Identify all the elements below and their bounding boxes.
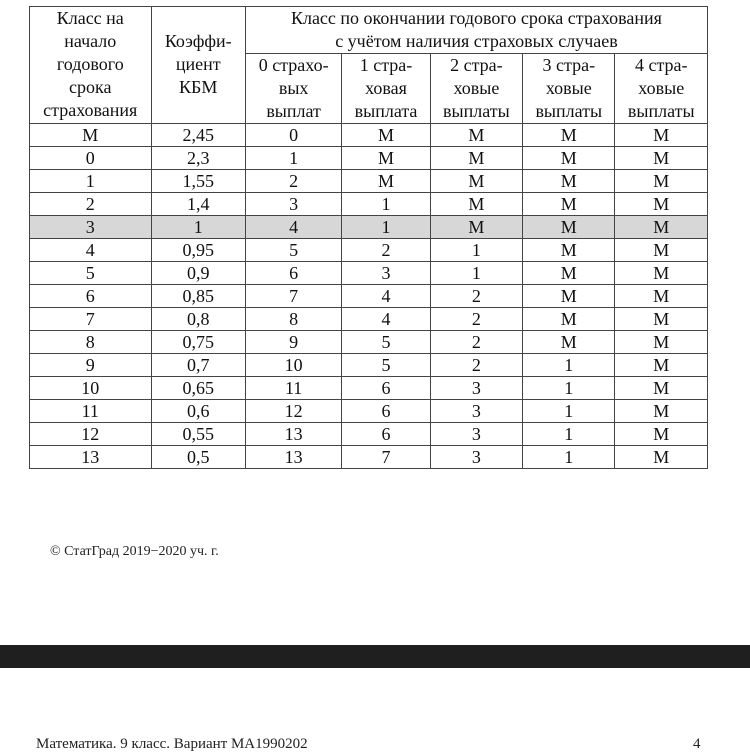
- footer-page-number: 4: [693, 736, 701, 752]
- end-class-cell: М: [523, 124, 615, 147]
- end-class-cell: М: [615, 354, 708, 377]
- end-class-cell: 7: [245, 285, 341, 308]
- table-row: [30, 331, 708, 354]
- copyright-notice: © СтатГрад 2019−2020 уч. г.: [50, 544, 219, 559]
- end-class-cell: 7: [342, 446, 430, 469]
- kbm-cell: 1,4: [151, 193, 245, 216]
- start-class-cell: 13: [30, 446, 152, 469]
- kbm-cell: 0,7: [151, 354, 245, 377]
- end-class-cell: М: [430, 193, 522, 216]
- start-class-cell: 12: [30, 423, 152, 446]
- kbm-cell: 0,6: [151, 400, 245, 423]
- end-class-cell: 3: [430, 446, 522, 469]
- header-line: страхования: [43, 100, 138, 120]
- end-class-cell: 2: [430, 285, 522, 308]
- end-class-cell: 0: [245, 124, 341, 147]
- end-class-cell: 5: [342, 331, 430, 354]
- header-line: Класс на: [56, 8, 124, 28]
- kbm-cell: 2,45: [151, 124, 245, 147]
- header-3-payouts: [523, 54, 615, 124]
- end-class-cell: 5: [342, 354, 430, 377]
- table-row: [30, 423, 708, 446]
- header-line: 4 стра-: [634, 55, 688, 75]
- end-class-cell: М: [615, 193, 708, 216]
- header-line: КБМ: [179, 77, 218, 97]
- end-class-cell: М: [523, 262, 615, 285]
- kbm-table-body: [30, 124, 708, 469]
- table-row: [30, 308, 708, 331]
- end-class-cell: М: [615, 285, 708, 308]
- start-class-cell: 6: [30, 285, 152, 308]
- header-line: выплаты: [627, 101, 695, 121]
- start-class-cell: 10: [30, 377, 152, 400]
- end-class-cell: 3: [430, 423, 522, 446]
- end-class-cell: М: [615, 331, 708, 354]
- end-class-cell: М: [523, 216, 615, 239]
- table-row: [30, 216, 708, 239]
- kbm-cell: 0,95: [151, 239, 245, 262]
- header-line: выплаты: [443, 101, 510, 121]
- end-class-cell: 2: [430, 354, 522, 377]
- end-class-cell: М: [615, 147, 708, 170]
- start-class-cell: 1: [30, 170, 152, 193]
- table-row: [30, 262, 708, 285]
- start-class-cell: 8: [30, 331, 152, 354]
- header-line: выплата: [354, 101, 418, 121]
- end-class-cell: М: [342, 170, 430, 193]
- kbm-cell: 0,9: [151, 262, 245, 285]
- header-start-class: [30, 7, 152, 124]
- end-class-cell: М: [615, 239, 708, 262]
- end-class-cell: 4: [342, 308, 430, 331]
- end-class-cell: М: [615, 377, 708, 400]
- end-class-cell: 1: [523, 423, 615, 446]
- header-line: с учётом наличия страховых случаев: [335, 31, 618, 51]
- end-class-cell: 1: [523, 377, 615, 400]
- kbm-cell: 0,85: [151, 285, 245, 308]
- start-class-cell: 11: [30, 400, 152, 423]
- end-class-cell: М: [430, 147, 522, 170]
- end-class-cell: 12: [245, 400, 341, 423]
- end-class-cell: 9: [245, 331, 341, 354]
- header-0-payouts: [245, 54, 341, 124]
- end-class-cell: 2: [430, 308, 522, 331]
- table-row: [30, 147, 708, 170]
- end-class-cell: М: [523, 331, 615, 354]
- kbm-table: [29, 6, 708, 469]
- start-class-cell: 3: [30, 216, 152, 239]
- table-row: [30, 285, 708, 308]
- header-line: 2 стра-: [450, 55, 503, 75]
- end-class-cell: М: [523, 147, 615, 170]
- end-class-cell: 3: [342, 262, 430, 285]
- end-class-cell: М: [342, 147, 430, 170]
- end-class-cell: 4: [245, 216, 341, 239]
- end-class-cell: 2: [342, 239, 430, 262]
- kbm-cell: 0,75: [151, 331, 245, 354]
- header-line: начало: [64, 31, 117, 51]
- end-class-cell: 13: [245, 446, 341, 469]
- header-line: ховые: [453, 78, 500, 98]
- end-class-cell: 1: [430, 239, 522, 262]
- table-row: [30, 354, 708, 377]
- table-row: [30, 239, 708, 262]
- header-1-payout: [342, 54, 430, 124]
- header-line: выплаты: [535, 101, 603, 121]
- page-divider-band: [0, 645, 750, 668]
- start-class-cell: 4: [30, 239, 152, 262]
- end-class-cell: М: [342, 124, 430, 147]
- end-class-cell: 1: [430, 262, 522, 285]
- header-4-payouts: [615, 54, 708, 124]
- end-class-cell: М: [615, 308, 708, 331]
- end-class-cell: 13: [245, 423, 341, 446]
- header-line: Класс по окончании годового срока страхования: [290, 8, 662, 28]
- end-class-cell: 8: [245, 308, 341, 331]
- end-class-cell: М: [615, 124, 708, 147]
- end-class-cell: 5: [245, 239, 341, 262]
- header-kbm-coefficient: [151, 7, 245, 124]
- end-class-cell: 2: [430, 331, 522, 354]
- footer-subject: Математика. 9 класс. Вариант МА1990202: [36, 736, 308, 752]
- start-class-cell: 0: [30, 147, 152, 170]
- end-class-cell: М: [615, 400, 708, 423]
- end-class-cell: М: [523, 285, 615, 308]
- table-row: [30, 170, 708, 193]
- end-class-cell: М: [430, 124, 522, 147]
- kbm-cell: 1,55: [151, 170, 245, 193]
- end-class-cell: 1: [523, 400, 615, 423]
- table-row: [30, 446, 708, 469]
- header-line: годового: [56, 54, 124, 74]
- end-class-cell: М: [615, 446, 708, 469]
- end-class-cell: 6: [342, 423, 430, 446]
- start-class-cell: М: [30, 124, 152, 147]
- end-class-cell: 1: [342, 193, 430, 216]
- end-class-cell: М: [523, 308, 615, 331]
- kbm-cell: 1: [151, 216, 245, 239]
- end-class-cell: М: [615, 423, 708, 446]
- end-class-cell: 1: [523, 354, 615, 377]
- end-class-cell: М: [523, 239, 615, 262]
- end-class-cell: М: [523, 193, 615, 216]
- end-class-cell: 1: [245, 147, 341, 170]
- kbm-cell: 0,55: [151, 423, 245, 446]
- header-line: ховая: [365, 78, 407, 98]
- end-class-cell: 11: [245, 377, 341, 400]
- start-class-cell: 2: [30, 193, 152, 216]
- kbm-cell: 0,8: [151, 308, 245, 331]
- header-line: срока: [69, 77, 112, 97]
- header-end-class-group: [245, 7, 707, 54]
- end-class-cell: 4: [342, 285, 430, 308]
- table-row: [30, 124, 708, 147]
- header-2-payouts: [430, 54, 522, 124]
- table-row: [30, 400, 708, 423]
- end-class-cell: М: [523, 170, 615, 193]
- kbm-cell: 0,65: [151, 377, 245, 400]
- header-line: Коэффи-: [164, 31, 232, 51]
- end-class-cell: 6: [342, 377, 430, 400]
- end-class-cell: 10: [245, 354, 341, 377]
- end-class-cell: М: [430, 216, 522, 239]
- header-line: циент: [175, 54, 221, 74]
- header-line: 1 стра-: [359, 55, 413, 75]
- end-class-cell: 2: [245, 170, 341, 193]
- kbm-cell: 0,5: [151, 446, 245, 469]
- start-class-cell: 7: [30, 308, 152, 331]
- end-class-cell: М: [615, 216, 708, 239]
- end-class-cell: 1: [342, 216, 430, 239]
- header-line: выплат: [266, 101, 321, 121]
- end-class-cell: 3: [245, 193, 341, 216]
- table-row: [30, 193, 708, 216]
- end-class-cell: 6: [245, 262, 341, 285]
- start-class-cell: 5: [30, 262, 152, 285]
- header-line: 3 стра-: [542, 55, 596, 75]
- end-class-cell: 6: [342, 400, 430, 423]
- header-line: вых: [278, 78, 309, 98]
- table-row: [30, 377, 708, 400]
- end-class-cell: М: [430, 170, 522, 193]
- end-class-cell: 1: [523, 446, 615, 469]
- end-class-cell: 3: [430, 400, 522, 423]
- header-line: ховые: [545, 78, 592, 98]
- kbm-cell: 2,3: [151, 147, 245, 170]
- header-line: ховые: [638, 78, 685, 98]
- header-line: 0 страхо-: [258, 55, 329, 75]
- end-class-cell: М: [615, 170, 708, 193]
- end-class-cell: 3: [430, 377, 522, 400]
- end-class-cell: М: [615, 262, 708, 285]
- start-class-cell: 9: [30, 354, 152, 377]
